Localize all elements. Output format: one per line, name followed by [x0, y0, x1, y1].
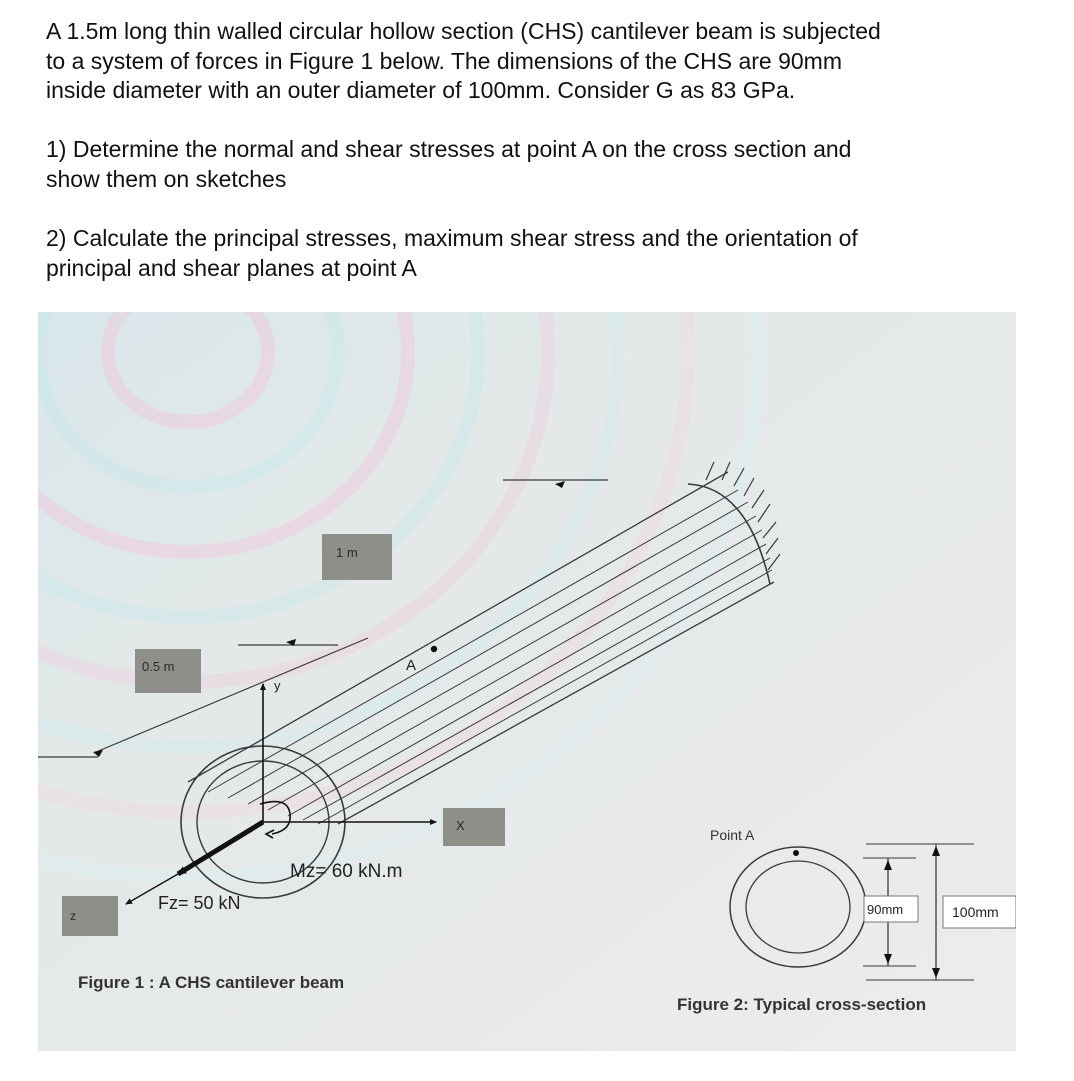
label-05m — [135, 649, 201, 693]
figure1-caption: Figure 1 : A CHS cantilever beam — [78, 973, 345, 992]
svg-text:X: X — [456, 818, 465, 833]
label-y: y — [274, 678, 281, 693]
point-a-dot — [431, 646, 437, 652]
label-moment: Mz= 60 kN.m — [290, 861, 403, 882]
question-part-1: 1) Determine the normal and shear stresses at point A on the cross section and show them on sketches — [46, 136, 852, 192]
figure-photo — [38, 312, 1016, 1051]
label-x — [443, 808, 505, 846]
problem-intro: A 1.5m long thin walled circular hollow section (CHS) cantilever beam is subjected to a system of forces in Figure 1 below. The dimensions of the CHS are 90mm inside diameter with an outer diameter of 100mm. Consider G as 83 GPa. — [46, 18, 881, 103]
point-a-marker — [793, 850, 799, 856]
dim-100mm: 100mm — [952, 904, 999, 920]
label-force: Fz= 50 kN — [158, 893, 241, 913]
figure2-caption: Figure 2: Typical cross-section — [677, 995, 927, 1014]
figure2-point-a: Point A — [710, 827, 755, 843]
svg-text:z: z — [70, 909, 76, 923]
label-point-a: A — [406, 657, 417, 674]
label-1m — [322, 534, 392, 580]
dim-90mm: 90mm — [867, 902, 904, 917]
svg-text:1 m: 1 m — [336, 545, 358, 560]
label-z — [62, 896, 118, 936]
svg-text:0.5 m: 0.5 m — [142, 659, 175, 674]
question-part-2: 2) Calculate the principal stresses, maximum shear stress and the orientation of principal and shear planes at point A — [46, 225, 858, 281]
